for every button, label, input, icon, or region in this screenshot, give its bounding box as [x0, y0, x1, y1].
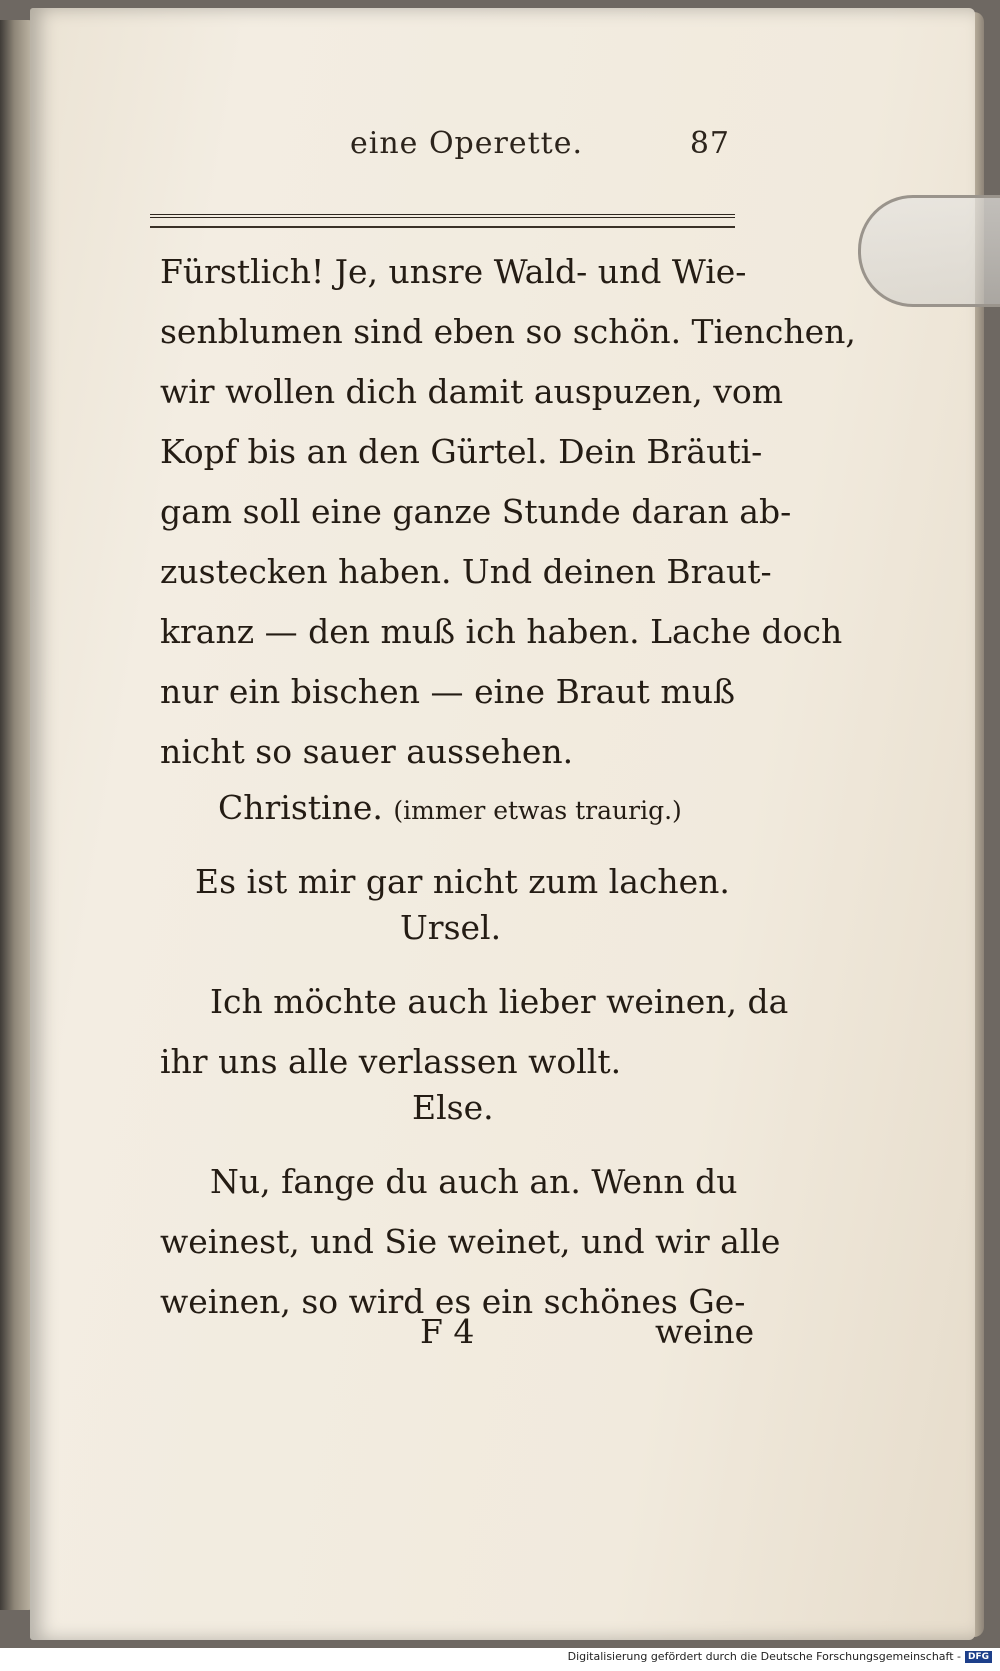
text-line: Ich möchte auch lieber weinen, da [210, 982, 789, 1021]
ursel-speech [160, 972, 789, 1092]
speaker-name: Christine. [218, 788, 383, 827]
catchword: weine [655, 1312, 755, 1351]
text-line: weinest, und Sie weinet, und wir alle [160, 1222, 781, 1261]
paragraph-1 [160, 242, 856, 782]
text-line: Es ist mir gar nicht zum lachen. [195, 862, 730, 901]
credit-text: Digitalisierung gefördert durch die Deutsche Forschungsgemeinschaft - [567, 1650, 961, 1663]
page-number: 87 [689, 126, 730, 161]
stage-direction: (immer etwas traurig.) [393, 796, 682, 825]
text-line: ihr uns alle verlassen wollt. [160, 1042, 622, 1081]
text-line: nur ein bischen — eine Braut muß [160, 672, 735, 711]
else-speech [160, 1152, 781, 1332]
text-line: Kopf bis an den Gürtel. Dein Bräuti- [160, 432, 763, 471]
christine-speech [195, 852, 735, 912]
speaker-ursel: Ursel. [400, 908, 502, 947]
digitization-credit [568, 1650, 992, 1663]
text-line: senblumen sind eben so schön. Tienchen, [160, 312, 856, 351]
text-line: Fürstlich! Je, unsre Wald- und Wie- [160, 252, 747, 291]
text-line: gam soll eine ganze Stunde daran ab- [160, 492, 792, 531]
page-holder-clip [858, 195, 1000, 307]
speaker-else: Else. [412, 1088, 494, 1127]
dfg-logo: DFG [965, 1651, 992, 1663]
text-line: weinen, so wird es ein schönes Ge- [160, 1282, 746, 1321]
text-line: zustecken haben. Und deinen Braut- [160, 552, 772, 591]
running-title: eine Operette. [350, 126, 584, 161]
text-line: kranz — den muß ich haben. Lache doch [160, 612, 843, 651]
header-rule [150, 214, 735, 228]
text-line: Nu, fange du auch an. Wenn du [210, 1162, 738, 1201]
speaker-christine [218, 788, 682, 827]
signature-mark: F 4 [420, 1312, 475, 1351]
text-line: nicht so sauer aussehen. [160, 732, 574, 771]
text-line: wir wollen dich damit auspuzen, vom [160, 372, 784, 411]
